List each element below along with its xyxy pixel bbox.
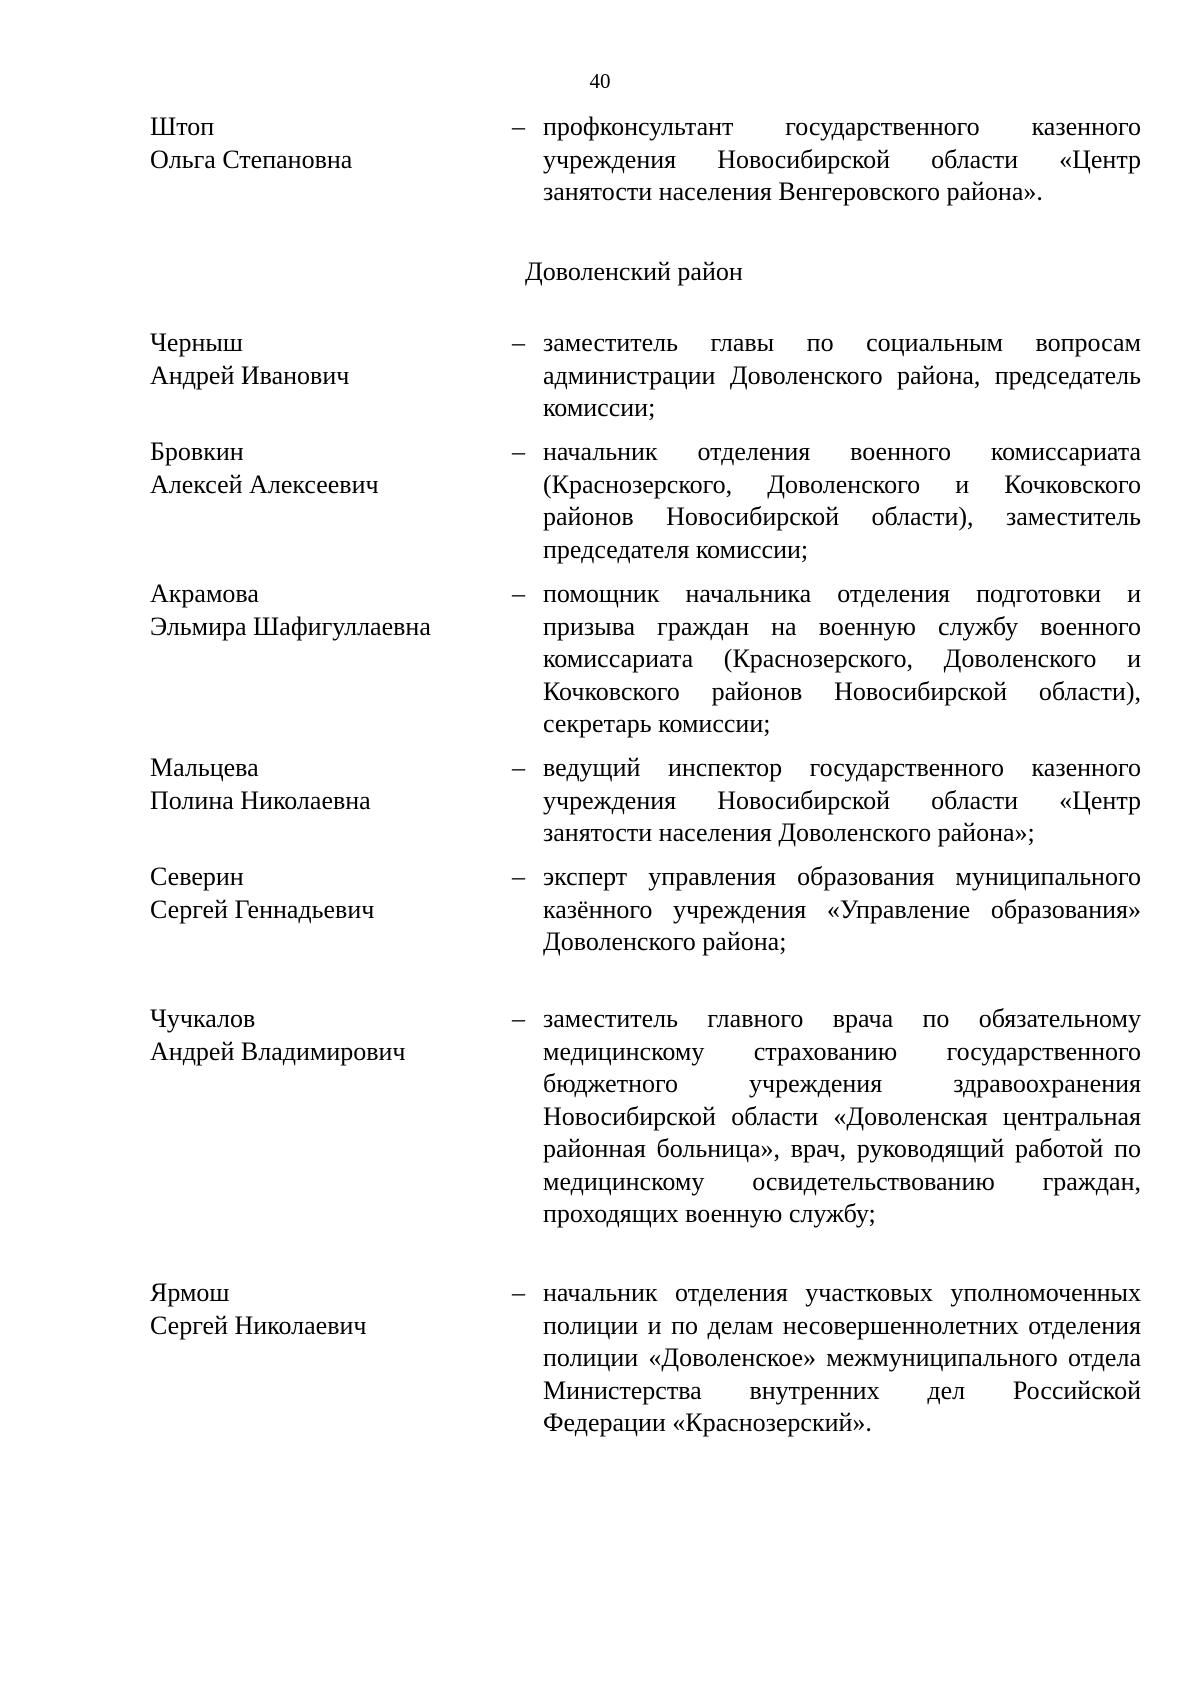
member-given-name: Сергей Николаевич: [150, 1310, 367, 1340]
separator-dash: –: [512, 437, 525, 466]
member-surname: Ярмош: [150, 1278, 230, 1307]
member-name: [150, 1003, 510, 1068]
separator-dash: –: [512, 579, 525, 608]
member-surname: Черныш: [150, 328, 243, 357]
member-name: [150, 578, 510, 643]
separator-dash: –: [512, 112, 525, 141]
member-name: [150, 861, 510, 926]
member-name: [150, 752, 510, 817]
member-given-name: Андрей Владимирович: [150, 1036, 406, 1066]
separator-dash: –: [512, 862, 525, 891]
member-surname: Мальцева: [150, 753, 259, 782]
member-position: начальник отделения участковых уполномоченных полиции и по делам несовершеннолетних отделения полиции «Доволенское» межмуниципального отдела Министерства внутренних дел Российской Федерации «Краснозерский».: [543, 1278, 1141, 1437]
separator-dash: –: [512, 1004, 525, 1033]
section-title: Доволенский район: [525, 257, 743, 286]
member-surname: Северин: [150, 862, 244, 891]
member-surname: Акрамова: [150, 579, 259, 608]
member-given-name: Ольга Степановна: [150, 144, 353, 174]
member-position: начальник отделения военного комиссариата (Краснозерского, Доволенского и Кочковского районов Новосибирской области), заместитель председателя комиссии;: [543, 437, 1141, 564]
member-given-name: Сергей Геннадьевич: [150, 894, 375, 924]
member-name: [150, 111, 510, 176]
member-position: профконсультант государственного казенного учреждения Новосибирской области «Центр занятости населения Венгеровского района».: [543, 112, 1141, 206]
member-position: заместитель главного врача по обязательному медицинскому страхованию государственного бюджетного учреждения здравоохранения Новосибирской области «Доволенская центральная районная больница», врач, руководящий работой по медицинскому освидетельствованию граждан, проходящих военную службу;: [543, 1004, 1141, 1228]
separator-dash: –: [512, 1278, 525, 1307]
member-position: ведущий инспектор государственного казенного учреждения Новосибирской области «Центр занятости населения Доволенского района»;: [543, 753, 1141, 847]
member-given-name: Полина Николаевна: [150, 785, 371, 815]
member-name: [150, 327, 510, 392]
member-name: [150, 1277, 510, 1342]
member-surname: Чучкалов: [150, 1004, 256, 1033]
member-given-name: Алексей Алексеевич: [150, 469, 379, 499]
member-given-name: Эльмира Шафигуллаевна: [150, 611, 431, 641]
member-given-name: Андрей Иванович: [150, 360, 350, 390]
member-position: заместитель главы по социальным вопросам администрации Доволенского района, председатель комиссии;: [543, 328, 1141, 422]
member-position: эксперт управления образования муниципального казённого учреждения «Управление образования» Доволенского района;: [543, 862, 1141, 956]
page-number: 40: [589, 69, 611, 93]
separator-dash: –: [512, 753, 525, 782]
separator-dash: –: [512, 328, 525, 357]
member-surname: Бровкин: [150, 437, 244, 466]
member-name: [150, 436, 510, 501]
member-position: помощник начальника отделения подготовки и призыва граждан на военную службу военного комиссариата (Краснозерского, Доволенского и Кочковского районов Новосибирской области), секретарь комиссии;: [543, 579, 1141, 738]
member-surname: Штоп: [150, 112, 215, 141]
